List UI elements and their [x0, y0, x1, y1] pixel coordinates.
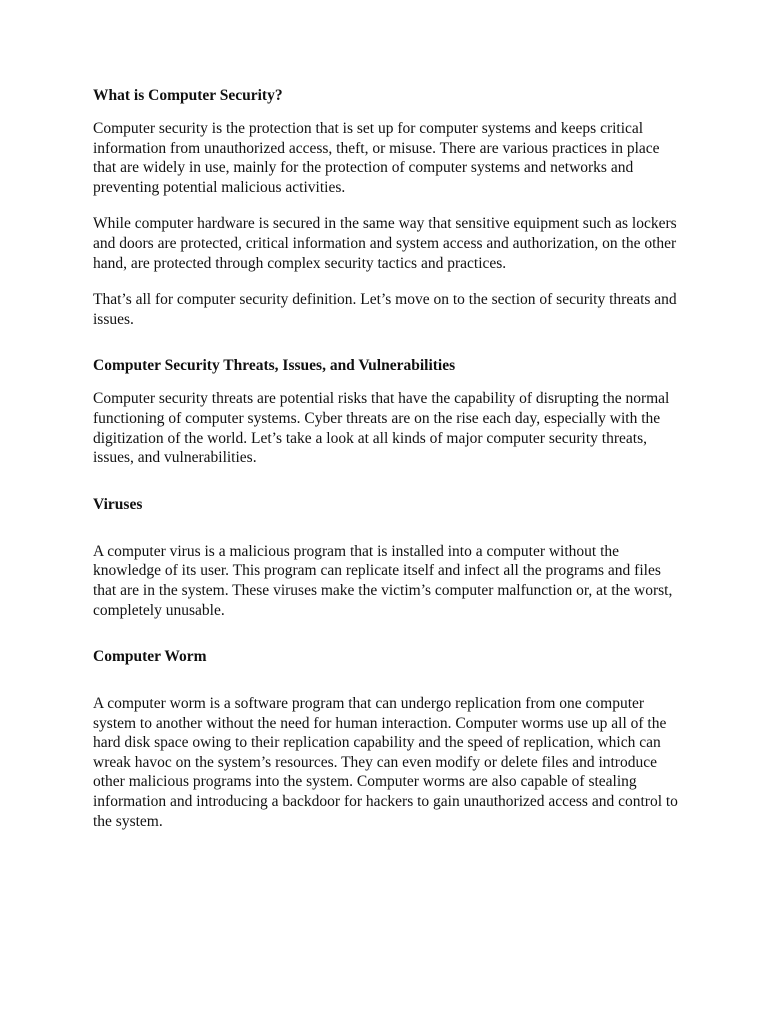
- heading-what-is-computer-security: What is Computer Security?: [93, 87, 283, 104]
- paragraph-transition: That’s all for computer security definition. Let’s move on to the section of security threats and issues.: [93, 291, 677, 328]
- paragraph-computer-worm: A computer worm is a software program that can undergo replication from one computer system to another without the need for human interaction. Computer worms use up all of the hard disk space owing to their replication capability and the speed of replication, which can wreak havoc on the system’s resources. They can even modify or delete files and introduce other malicious programs into the system. Computer worms are also capable of stealing information and introducing a backdoor for hackers to gain unauthorized access and control to the system.: [93, 695, 678, 830]
- heading-threats-issues-vulnerabilities: Computer Security Threats, Issues, and Vulnerabilities: [93, 357, 456, 375]
- paragraph-hardware-security: While computer hardware is secured in the same way that sensitive equipment such as lockers and doors are protected, critical information and system access and authorization, on the other hand, are protected through complex security tactics and practices.: [93, 215, 677, 272]
- paragraph-threats-intro: Computer security threats are potential risks that have the capability of disrupting the normal functioning of computer systems. Cyber threats are on the rise each day, especially with the digitization of the world. Let’s take a look at all kinds of major computer security threats, issues, and vulnerabilities.: [93, 390, 670, 467]
- paragraph-viruses: A computer virus is a malicious program that is installed into a computer without the knowledge of its user. This program can replicate itself and infect all the programs and files that are in the system. These viruses make the victim’s computer malfunction or, at the worst, completely unusable.: [93, 542, 673, 619]
- heading-computer-worm: Computer Worm: [93, 648, 207, 666]
- document-page: [93, 86, 683, 831]
- heading-viruses: Viruses: [93, 495, 143, 513]
- paragraph-security-definition: Computer security is the protection that is set up for computer systems and keeps critical information from unauthorized access, theft, or misuse. There are various practices in place that are widely in use, mainly for the protection of computer systems and networks and preventing potential malicious activities.: [93, 120, 660, 196]
